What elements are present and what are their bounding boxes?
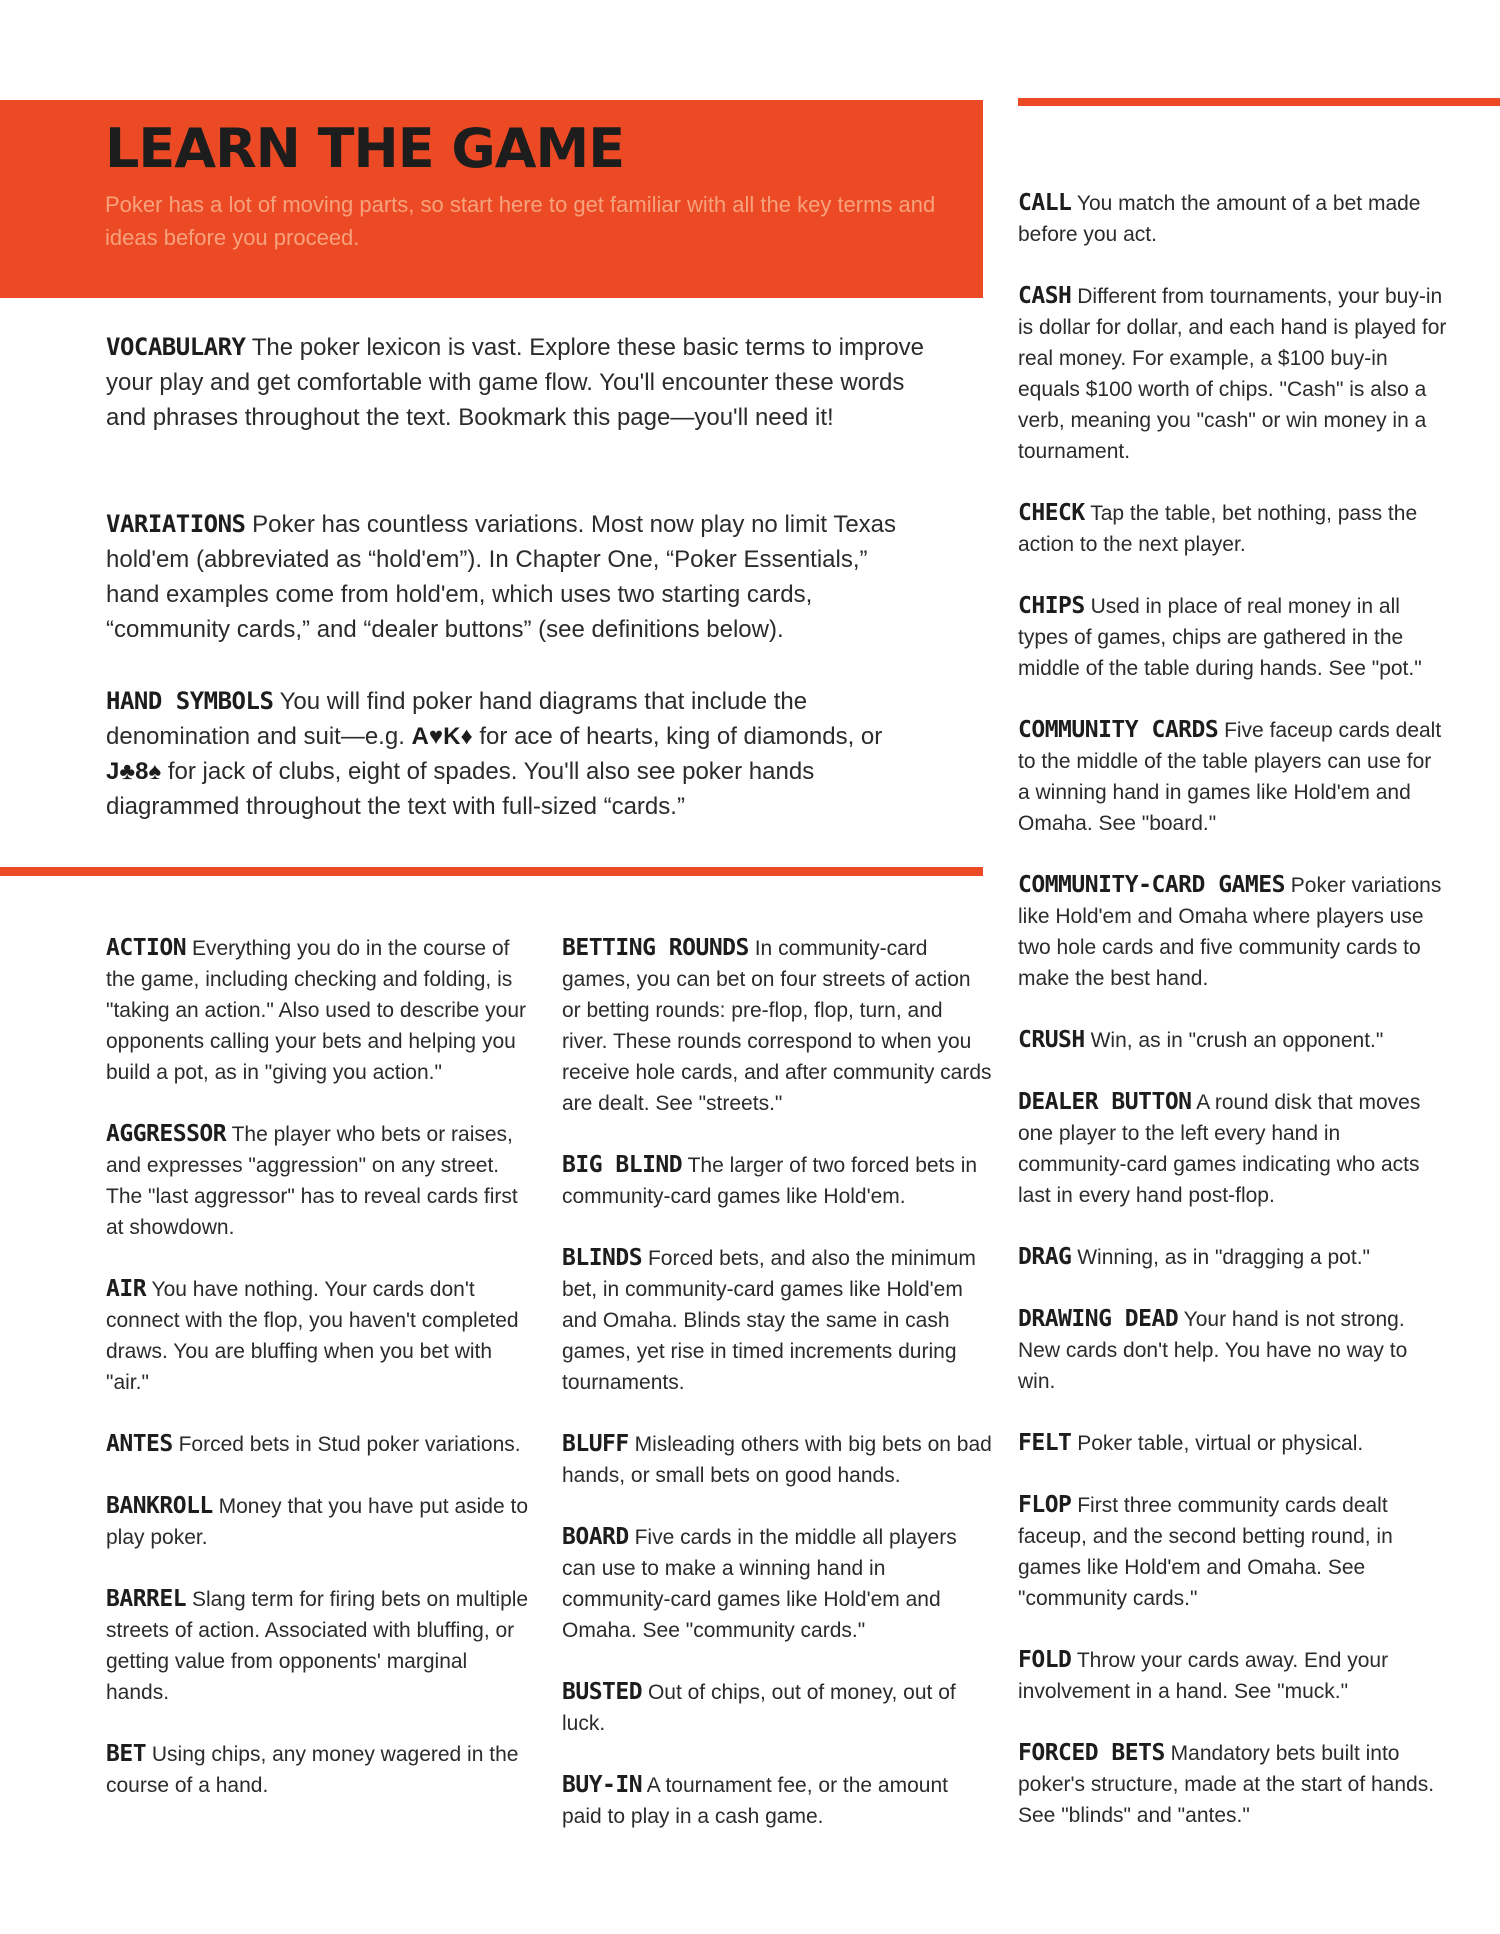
glossary-definition: Misleading others with big bets on bad hands, or small bets on good hands.	[562, 1433, 992, 1487]
intro-term: HAND SYMBOLS	[106, 687, 274, 715]
glossary-term: AIR	[106, 1276, 147, 1302]
glossary-definition: Money that you have put aside to play poker.	[106, 1495, 528, 1549]
glossary-term: DRAG	[1018, 1244, 1072, 1270]
glossary-term: ACTION	[106, 935, 187, 961]
glossary-term: AGGRESSOR	[106, 1121, 227, 1147]
page-title: LEARN THE GAME	[105, 117, 625, 180]
glossary-definition: Forced bets in Stud poker variations.	[178, 1433, 521, 1456]
glossary-term: FLOP	[1018, 1492, 1072, 1518]
glossary-term: FELT	[1018, 1430, 1072, 1456]
section-divider	[0, 867, 983, 876]
glossary-entry	[1018, 498, 1448, 560]
glossary-entry	[1018, 591, 1448, 684]
glossary-definition: Out of chips, out of money, out of luck.	[562, 1681, 956, 1735]
glossary-term: CHIPS	[1018, 593, 1085, 619]
header-banner	[0, 100, 983, 298]
glossary-definition: Everything you do in the course of the game, including checking and folding, is "taking an action." Also used to describe your opponents calling your bets and helping you build a pot, as in "giving you action."	[106, 937, 526, 1084]
glossary-entry	[106, 1584, 536, 1708]
glossary-entry	[1018, 188, 1448, 250]
glossary-entry	[562, 1770, 992, 1832]
glossary-term: DEALER BUTTON	[1018, 1089, 1192, 1115]
glossary-term: CASH	[1018, 283, 1072, 309]
intro-vocabulary	[106, 330, 926, 435]
intro-hand-symbols	[106, 684, 926, 824]
glossary-definition: Winning, as in "dragging a pot."	[1077, 1246, 1370, 1269]
glossary-entry	[1018, 1738, 1448, 1831]
glossary-term: BET	[106, 1741, 147, 1767]
glossary-entry	[106, 1274, 536, 1398]
intro-text: Poker has countless variations. Most now play no limit Texas hold'em (abbreviated as “hold'em”). In Chapter One, “Poker Essentials,” hand examples come from hold'em, which uses two starting cards, “community cards,” and “dealer buttons” (see definitions below).	[106, 511, 897, 643]
glossary-entry	[562, 1150, 992, 1212]
glossary-term: BOARD	[562, 1524, 629, 1550]
glossary-definition: Slang term for firing bets on multiple streets of action. Associated with bluffing, or getting value from opponents' marginal hands.	[106, 1588, 529, 1704]
glossary-term: COMMUNITY-CARD GAMES	[1018, 872, 1285, 898]
glossary-entry	[106, 1119, 536, 1243]
glossary-definition: Five faceup cards dealt to the middle of the table players can use for a winning hand in games like Hold'em and Omaha. See "board."	[1018, 719, 1442, 835]
glossary-entry	[562, 1243, 992, 1398]
glossary-column-2	[562, 933, 992, 1863]
intro-text: for ace of hearts, king of diamonds, or	[479, 723, 883, 750]
glossary-definition: You match the amount of a bet made before you act.	[1018, 192, 1421, 246]
glossary-definition: Poker variations like Hold'em and Omaha where players use two hole cards and five community cards to make the best hand.	[1018, 874, 1442, 990]
glossary-definition: A round disk that moves one player to the left every hand in community-card games indicating who acts last in every hand post-flop.	[1018, 1091, 1421, 1207]
glossary-definition: A tournament fee, or the amount paid to play in a cash game.	[562, 1774, 948, 1828]
glossary-term: CALL	[1018, 190, 1072, 216]
glossary-term: BUY-IN	[562, 1772, 643, 1798]
glossary-term: BLINDS	[562, 1245, 643, 1271]
glossary-term: BUSTED	[562, 1679, 643, 1705]
glossary-term: CRUSH	[1018, 1027, 1085, 1053]
hand-example-jack-eight: J♣8♠	[106, 758, 162, 785]
glossary-entry	[1018, 1645, 1448, 1707]
glossary-definition: You have nothing. Your cards don't connect with the flop, you haven't completed draws. You are bluffing when you bet with "air."	[106, 1278, 519, 1394]
intro-text: for jack of clubs, eight of spades. You'll also see poker hands diagrammed throughout the text with full-sized “cards.”	[106, 758, 815, 820]
intro-text: The poker lexicon is vast. Explore these basic terms to improve your play and get comfortable with game flow. You'll encounter these words and phrases throughout the text. Bookmark this page—you'll need it!	[106, 334, 925, 431]
glossary-entry	[1018, 281, 1448, 467]
glossary-definition: The player who bets or raises, and expresses "aggression" on any street. The "last aggressor" has to reveal cards first at showdown.	[106, 1123, 518, 1239]
glossary-entry	[562, 933, 992, 1119]
glossary-entry	[1018, 715, 1448, 839]
glossary-entry	[106, 1429, 536, 1460]
glossary-entry	[1018, 1087, 1448, 1211]
column-divider-top	[1018, 98, 1500, 106]
glossary-column-3	[1018, 188, 1448, 1862]
glossary-definition: Mandatory bets built into poker's structure, made at the start of hands. See "blinds" and "antes."	[1018, 1742, 1435, 1827]
glossary-term: BLUFF	[562, 1431, 629, 1457]
intro-term: VARIATIONS	[106, 510, 246, 538]
glossary-definition: Different from tournaments, your buy-in is dollar for dollar, and each hand is played for real money. For example, a $100 buy-in equals $100 worth of chips. "Cash" is also a verb, meaning you "cash" or win money in a tournament.	[1018, 285, 1447, 463]
glossary-entry	[106, 1491, 536, 1553]
glossary-term: BIG BLIND	[562, 1152, 683, 1178]
glossary-term: BETTING ROUNDS	[562, 935, 749, 961]
hand-example-ace-king: A♥K♦	[411, 723, 473, 750]
glossary-entry	[1018, 1025, 1448, 1056]
intro-term: VOCABULARY	[106, 333, 246, 361]
glossary-entry	[106, 1739, 536, 1801]
glossary-term: COMMUNITY CARDS	[1018, 717, 1219, 743]
glossary-entry	[562, 1522, 992, 1646]
glossary-term: CHECK	[1018, 500, 1085, 526]
glossary-definition: Using chips, any money wagered in the course of a hand.	[106, 1743, 519, 1797]
glossary-term: FOLD	[1018, 1647, 1072, 1673]
intro-variations	[106, 507, 926, 647]
glossary-term: DRAWING DEAD	[1018, 1306, 1179, 1332]
glossary-column-1	[106, 933, 536, 1832]
glossary-term: FORCED BETS	[1018, 1740, 1165, 1766]
glossary-entry	[1018, 1428, 1448, 1459]
glossary-entry	[562, 1677, 992, 1739]
glossary-definition: First three community cards dealt faceup, and the second betting round, in games like Hold'em and Omaha. See "community cards."	[1018, 1494, 1393, 1610]
glossary-entry	[1018, 1304, 1448, 1397]
glossary-definition: Your hand is not strong. New cards don't help. You have no way to win.	[1018, 1308, 1408, 1393]
glossary-definition: Tap the table, bet nothing, pass the action to the next player.	[1018, 502, 1418, 556]
intro-text: You will find poker hand diagrams that include the denomination and suit—e.g.	[106, 688, 808, 750]
glossary-definition: Poker table, virtual or physical.	[1077, 1432, 1364, 1455]
glossary-definition: The larger of two forced bets in community-card games like Hold'em.	[562, 1154, 978, 1208]
glossary-term: BARREL	[106, 1586, 187, 1612]
glossary-definition: In community-card games, you can bet on four streets of action or betting rounds: pre-flop, flop, turn, and river. These rounds correspond to when you receive hole cards, and after community cards are dealt. See "streets."	[562, 937, 992, 1115]
glossary-entry	[562, 1429, 992, 1491]
glossary-definition: Used in place of real money in all types of games, chips are gathered in the middle of the table during hands. See "pot."	[1018, 595, 1422, 680]
glossary-term: ANTES	[106, 1431, 173, 1457]
glossary-entry	[106, 933, 536, 1088]
glossary-definition: Five cards in the middle all players can use to make a winning hand in community-card games like Hold'em and Omaha. See "community cards."	[562, 1526, 957, 1642]
glossary-definition: Win, as in "crush an opponent."	[1090, 1029, 1384, 1052]
page-subtitle: Poker has a lot of moving parts, so start here to get familiar with all the key terms and ideas before you proceed.	[105, 192, 936, 250]
glossary-entry	[1018, 870, 1448, 994]
glossary-entry	[1018, 1490, 1448, 1614]
glossary-term: BANKROLL	[106, 1493, 213, 1519]
glossary-definition: Forced bets, and also the minimum bet, in community-card games like Hold'em and Omaha. Blinds stay the same in cash games, yet rise in timed increments during tournaments.	[562, 1247, 976, 1394]
glossary-definition: Throw your cards away. End your involvement in a hand. See "muck."	[1018, 1649, 1389, 1703]
glossary-entry	[1018, 1242, 1448, 1273]
